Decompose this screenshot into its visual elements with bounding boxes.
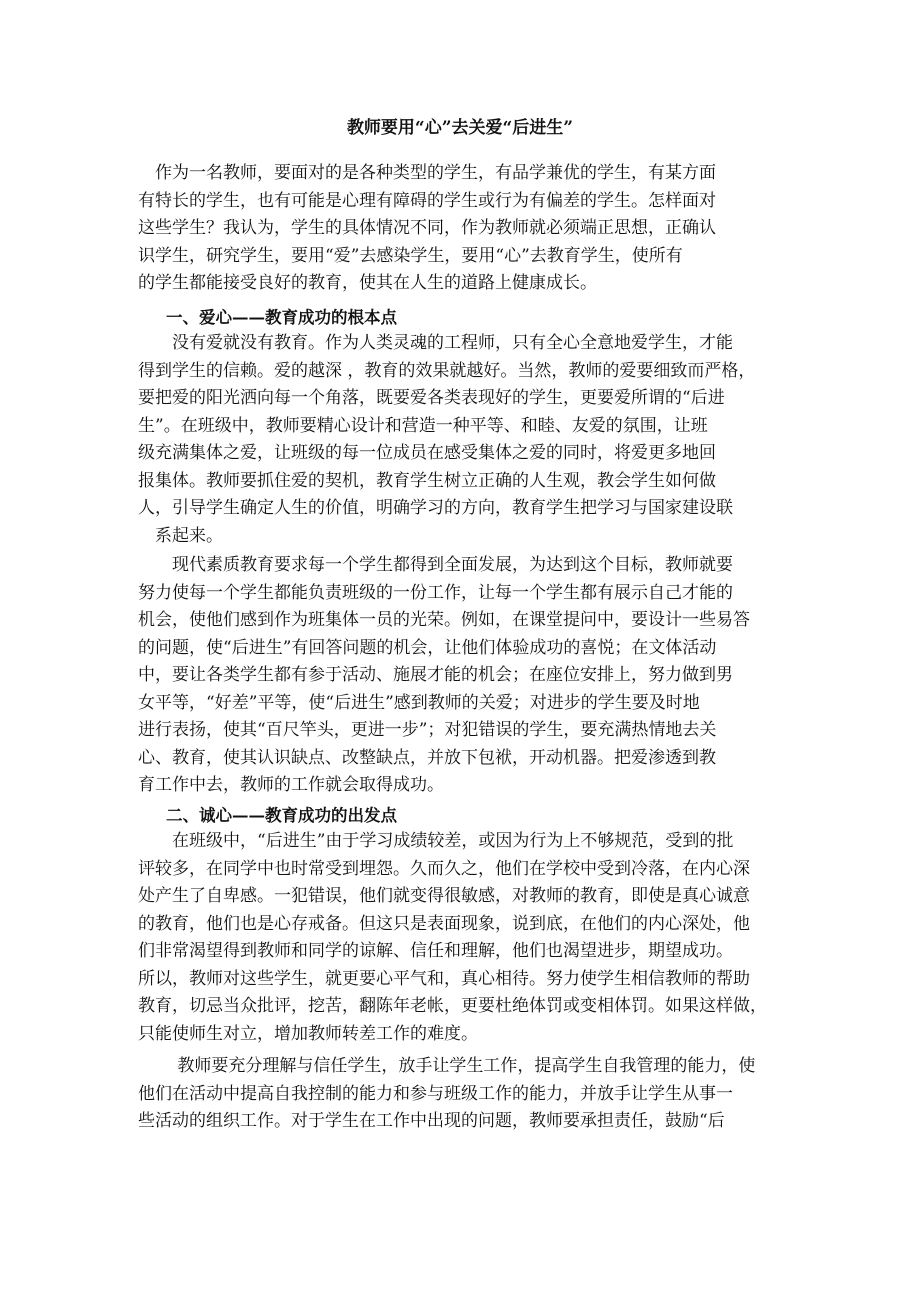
section1-para2-line: 机会，使他们感到作为班集体一员的光荣。例如，在课堂提问中，要设计一些易答 xyxy=(138,610,750,630)
section1-para2-line: 现代素质教育要求每一个学生都得到全面发展，为达到这个目标，教师就要 xyxy=(138,555,733,575)
section2-para1-line: 的教育，他们也是心存戒备。但这只是表面现象，说到底，在他们的内心深处，他 xyxy=(138,913,750,934)
section1-para2-line: 的问题，使“后进生”有回答问题的机会，让他们体验成功的喜悦；在文体活动 xyxy=(138,637,717,658)
section2-para1-line: 处产生了自卑感。一犯错误，他们就变得很敏感，对教师的教育，即使是真心诚意 xyxy=(138,886,750,906)
section1-para1-line: 生”。在班级中，教师要精心设计和营造一种平等、和睦、友爱的氛围，让班 xyxy=(138,415,708,436)
section2-para1-line: 评较多，在同学中也时常受到埋怨。久而久之，他们在学校中受到冷落，在内心深 xyxy=(138,858,750,879)
section1-para2-line: 心、教育，使其认识缺点、改整缺点，并放下包袱，开动机器。把爱渗透到教 xyxy=(138,747,716,768)
intro-paragraph xyxy=(138,160,788,298)
intro-line: 识学生，研究学生，要用“爱”去感染学生，要用“心”去教育学生，使所有 xyxy=(138,245,683,266)
document-title: 教师要用“心”去关爱“后进生” xyxy=(346,118,574,138)
section1-para2-line: 育工作中去，教师的工作就会取得成功。 xyxy=(138,775,444,795)
section2-para2-line: 他们在活动中提高自我控制的能力和参与班级工作的能力，并放手让学生从事一 xyxy=(138,1083,733,1104)
intro-line: 这些学生？我认为，学生的具体情况不同，作为教师就必须端正思想，正确认 xyxy=(138,218,716,238)
section2-para1-line: 们非常渴望得到教师和同学的谅解、信任和理解，他们也渴望进步，期望成功。 xyxy=(138,941,733,961)
intro-line: 的学生都能接受良好的教育，使其在人生的道路上健康成长。 xyxy=(138,273,597,293)
section1-para1-line: 人，引导学生确定人生的价值，明确学习的方向，教育学生把学习与国家建设联 xyxy=(138,498,733,518)
section1-heading: 一、爱心——教育成功的根本点 xyxy=(166,308,397,327)
section1-para1-line: 系起来。 xyxy=(138,525,223,546)
section2-heading: 二、诚心——教育成功的出发点 xyxy=(166,806,397,825)
section1-para2-line: 女平等，“好差”平等，使“后进生”感到教师的关爱；对进步的学生要及时地 xyxy=(138,692,700,713)
section2-paragraph-1 xyxy=(138,828,788,1048)
section1-para1-line: 报集体。教师要抓住爱的契机，教育学生树立正确的人生观，教会学生如何做 xyxy=(138,470,716,491)
section2-para1-line: 教育，切忌当众批评，挖苦，翻陈年老帐，更要杜绝体罚或变相体罚。如果这样做， xyxy=(138,996,767,1016)
intro-line: 有特长的学生，也有可能是心理有障碍的学生或行为有偏差的学生。怎样面对 xyxy=(138,190,716,211)
section1-para2-line: 中，要让各类学生都有参于活动、施展才能的机会；在座位安排上，努力做到男 xyxy=(138,665,733,685)
section2-para2-line: 些活动的组织工作。对于学生在工作中出现的问题，教师要承担责任，鼓励“后 xyxy=(138,1111,725,1131)
intro-line: 作为一名教师，要面对的是各种类型的学生，有品学兼优的学生，有某方面 xyxy=(138,163,716,183)
section1-para1-line: 要把爱的阳光洒向每一个角落，既要爱各类表现好的学生，更要爱所谓的“后进 xyxy=(138,388,725,408)
section2-para1-line: 只能使师生对立，增加教师转差工作的难度。 xyxy=(138,1023,478,1044)
section2-para1-line: 所以，教师对这些学生，就更要心平气和，真心相待。努力使学生相信教师的帮助 xyxy=(138,968,750,989)
section1-para1-line: 级充满集体之爱，让班级的每一位成员在感受集体之爱的同时，将爱更多地回 xyxy=(138,443,716,463)
section2-paragraph-2 xyxy=(138,1053,788,1136)
section1-paragraph-1 xyxy=(138,330,788,550)
section1-para1-line: 没有爱就没有教育。作为人类灵魂的工程师，只有全心全意地爱学生，才能 xyxy=(138,333,733,353)
section1-para2-line: 进行表扬，使其“百尺竿头，更进一步”；对犯错误的学生，要充满热情地去关 xyxy=(138,720,717,740)
section2-para1-line: 在班级中，“后进生”由于学习成绩较差，或因为行为上不够规范，受到的批 xyxy=(138,831,734,851)
section1-para2-line: 努力使每一个学生都能负责班级的一份工作，让每一个学生都有展示自己才能的 xyxy=(138,582,733,603)
section2-para2-line: 教师要充分理解与信任学生，放手让学生工作，提高学生自我管理的能力，使 xyxy=(138,1056,756,1076)
section1-para1-line: 得到学生的信赖。爱的越深 ，教育的效果就越好。当然，教师的爱要细致而严格， xyxy=(138,360,756,381)
section1-paragraph-2 xyxy=(138,552,788,800)
